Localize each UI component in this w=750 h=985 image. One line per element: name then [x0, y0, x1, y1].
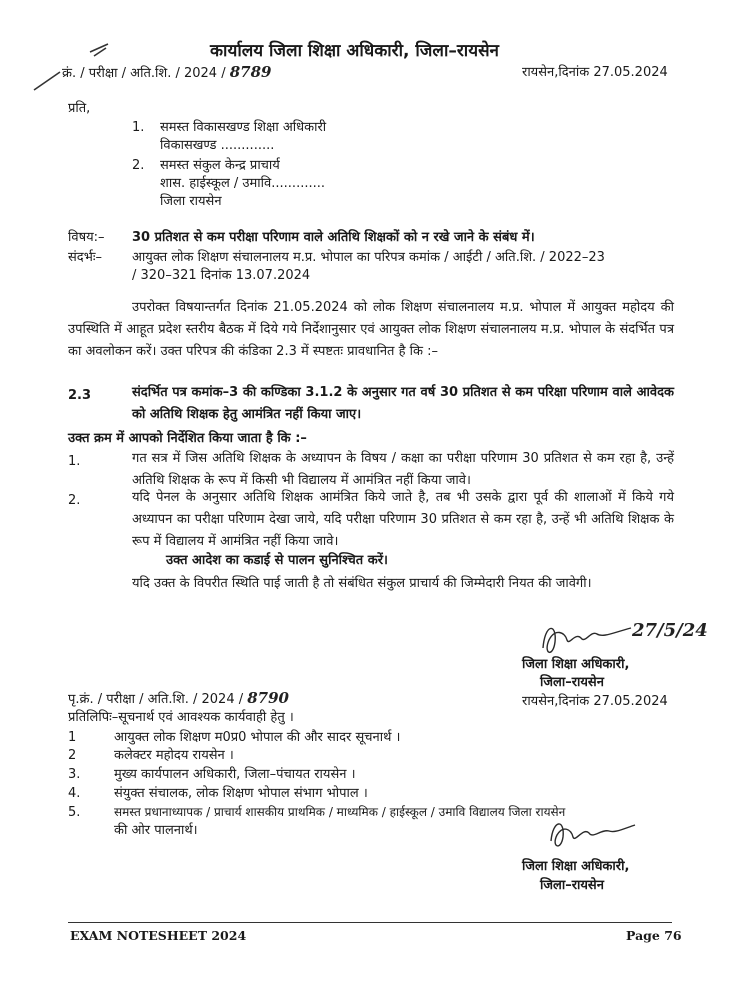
signature-2-district: जिला–रायसेन: [540, 878, 604, 893]
ref-number: [62, 64, 271, 82]
signature-1-district: जिला–रायसेन: [540, 675, 604, 690]
recipient-2-line-1: समस्त संकुल केन्द्र प्राचार्य: [160, 158, 280, 173]
copy-item-4-text: संयुक्त संचालक, लोक शिक्षण भोपाल संभाग भोपाल ।: [114, 786, 368, 801]
copy-item-4-number: 4.: [68, 786, 81, 801]
copy-item-5-number: 5.: [68, 805, 81, 820]
footer-divider: [68, 922, 672, 923]
copy-item-1-text: आयुक्त लोक शिक्षण म0प्र0 भोपाल की और सादर सूचनार्थ ।: [114, 730, 401, 745]
office-title: कार्यालय जिला शिक्षा अधिकारी, जिला–रायसेन: [210, 41, 499, 61]
closing-paragraph: यदि उक्त के विपरीत स्थिति पाई जाती है तो संबंधित संकुल प्राचार्य की जिम्मेदारी नियत की जावेगी।: [132, 576, 592, 591]
item-2-number: 2.: [68, 493, 81, 508]
header-place-date: रायसेन,दिनांक 27.05.2024: [522, 65, 668, 80]
recipient-1-line-2: विकासखण्ड .............: [160, 138, 275, 153]
copy-ref-handwritten: 8790: [247, 689, 289, 707]
reference-label: संदर्भः–: [68, 250, 102, 265]
item-1-number: 1.: [68, 454, 81, 469]
clause-text: संदर्भित पत्र कमांक–3 की कण्डिका 3.1.2 के अनुसार गत वर्ष 30 प्रतिशत से कम परिक्षा परिणाम वाले आवेदक को अतिथि शिक्षक हेतु आमंत्रित नहीं किया जाए।: [132, 385, 674, 422]
subject-text: 30 प्रतिशत से कम परीक्षा परिणाम वाले अतिथि शिक्षकों को न रखे जाने के संबंध में।: [132, 230, 535, 245]
reference-line-1: आयुक्त लोक शिक्षण संचालनालय म.प्र. भोपाल का परिपत्र कमांक / आईटी / अति.शि. / 2022–23: [132, 250, 605, 265]
recipient-1-number: 1.: [132, 120, 145, 135]
reference-line-2: / 320–321 दिनांक 13.07.2024: [132, 268, 311, 283]
footer-left: EXAM NOTESHEET 2024: [70, 928, 247, 943]
recipient-2-line-2: शास. हाईस्कूल / उमावि.............: [160, 176, 325, 191]
subject-label: विषय:–: [68, 230, 105, 245]
copy-item-3-number: 3.: [68, 767, 81, 782]
copy-item-1-number: 1: [68, 730, 77, 745]
copy-item-5-text-cont: की ओर पालनार्थ।: [114, 823, 198, 838]
item-2-text: यदि पेनल के अनुसार अतिथि शिक्षक आमंत्रित किये जाते है, तब भी उसके द्वारा पूर्व की शालाओं में किये गये अध्यापन का परीक्षा परिणाम देखा जाये, यदि परीक्षा परिणाम 30 प्रतिशत से कम रहा है, उन्हें भी अतिथि शिक्षक के रूप में विद्यालय में आमंत्रित नहीं किया जावे।: [132, 490, 674, 549]
copy-item-5-text: समस्त प्रधानाध्यापक / प्राचार्य शासकीय प्राथमिक / माध्यमिक / हाईस्कूल / उमावि विद्यालय जिला रायसेन: [114, 805, 566, 819]
copy-item-2-text: कलेक्टर महोदय रायसेन ।: [114, 748, 234, 763]
signature-2-designation: जिला शिक्षा अधिकारी,: [522, 859, 630, 874]
copy-item-3-text: मुख्य कार्यपालन अधिकारी, जिला–पंचायत रायसेन ।: [114, 767, 356, 782]
signature-2: [545, 815, 645, 855]
copy-heading: प्रतिलिपिः–सूचनार्थ एवं आवश्यक कार्यवाही हेतु ।: [68, 710, 294, 725]
ref-number-prefix: क्रं. / परीक्षा / अति.शि. / 2024 /: [62, 66, 226, 81]
directive-heading: उक्त क्रम में आपको निर्देशित किया जाता है कि :–: [68, 431, 307, 446]
body-paragraph-1: उपरोक्त विषयान्तर्गत दिनांक 21.05.2024 को लोक शिक्षण संचालनालय म.प्र. भोपाल में आयुक्त महोदय की उपस्थिति में आहूत प्रदेश स्तरीय बैठक में दिये गये निर्देशानुसार एवं आयुक्त लोक शिक्षण संचालनालय म.प्र. भोपाल के संदर्भित पत्र का अवलोकन करें। उक्त परिपत्र की कंडिका 2.3 में स्पष्टतः प्रावधानित है कि :–: [68, 300, 674, 359]
recipient-1-line-1: समस्त विकासखण्ड शिक्षा अधिकारी: [160, 120, 327, 135]
item-1-text: गत सत्र में जिस अतिथि शिक्षक के अध्यापन के विषय / कक्षा का परीक्षा परिणाम 30 प्रतिशत से कम रहा है, उन्हें अतिथि शिक्षक के रूप में किसी भी विद्यालय में आमंत्रित नहीं किया जावे।: [132, 451, 674, 488]
recipient-2-line-3: जिला रायसेन: [160, 194, 222, 209]
copy-ref-prefix: पृ.क्रं. / परीक्षा / अति.शि. / 2024 /: [68, 692, 244, 707]
copy-item-2-number: 2: [68, 748, 77, 763]
strict-compliance-line: उक्त आदेश का कडाई से पालन सुनिश्चित करें।: [166, 553, 388, 568]
footer-page-number: Page 76: [626, 928, 682, 943]
prati-label: प्रति,: [68, 101, 91, 116]
clause-number: 2.3: [68, 388, 92, 403]
copy-ref-number: [68, 690, 289, 708]
signature-1-place-date: रायसेन,दिनांक 27.05.2024: [522, 694, 668, 709]
signature-1-designation: जिला शिक्षा अधिकारी,: [522, 657, 630, 672]
ref-number-handwritten: 8789: [229, 63, 272, 81]
recipient-2-number: 2.: [132, 158, 145, 173]
handwritten-date: 27/5/24: [632, 620, 708, 641]
